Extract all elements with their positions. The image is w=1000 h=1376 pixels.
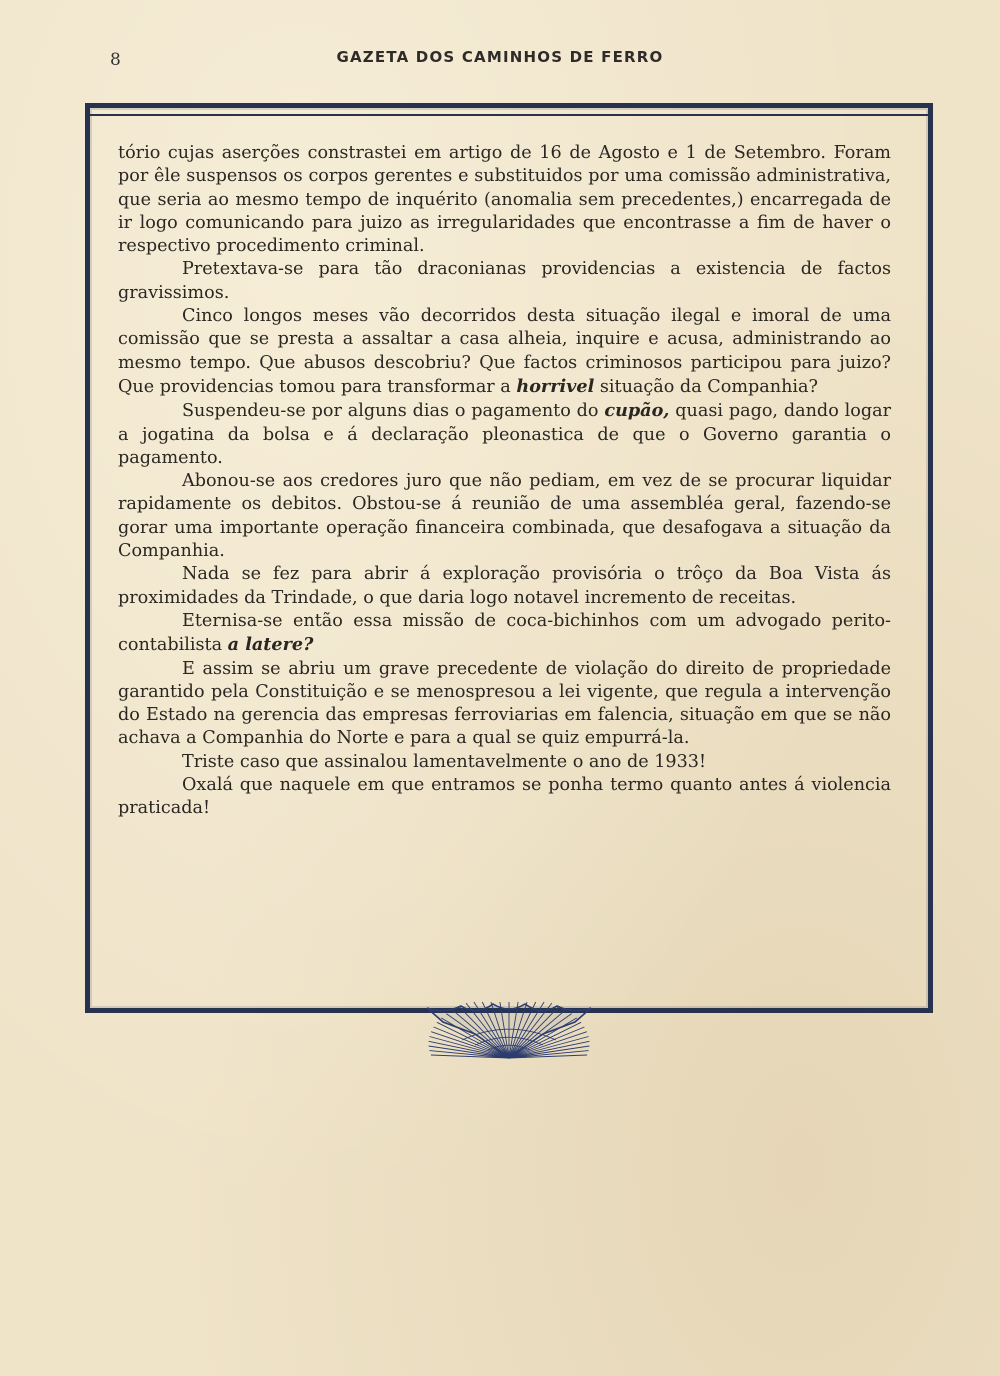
article-paragraph bbox=[118, 610, 891, 658]
page-number: 8 bbox=[110, 50, 121, 70]
article-paragraph bbox=[118, 399, 891, 470]
paragraph-text: Abonou-se aos credores juro que não pediam, em vez de se procurar liquidar rapidamente os debitos. Obstou-se á reunião de uma assembléa geral, fazendo-se gorar uma importante operação financeira combinada, que desafogava a situação da Companhia. bbox=[118, 471, 891, 562]
paragraph-text: Oxalá que naquele em que entramos se ponha termo quanto antes á violencia praticada! bbox=[118, 775, 891, 819]
paragraph-text: Eternisa-se então essa missão de coca-bichinhos com um advogado perito-contabilista bbox=[118, 610, 891, 656]
article-paragraph bbox=[118, 658, 891, 751]
emphasized-word: cupão, bbox=[604, 400, 670, 422]
paragraph-text: situação da Companhia? bbox=[594, 376, 818, 397]
article-paragraph bbox=[118, 305, 891, 399]
article-paragraph bbox=[118, 563, 891, 610]
article-paragraph bbox=[118, 774, 891, 821]
paragraph-text: Suspendeu-se por alguns dias o pagamento do bbox=[182, 401, 605, 422]
paragraph-text: E assim se abriu um grave precedente de violação do direito de propriedade garantido pela Constituição e se menospresou a lei vigente, que regula a intervenção do Estado na gerencia das empresas ferroviarias em falencia, situação em que se não achava a Companhia do Norte e para a qual se quiz empurrá-la. bbox=[118, 658, 891, 749]
article-paragraph bbox=[118, 258, 891, 305]
article-paragraph bbox=[118, 142, 891, 258]
paragraph-text: quasi pago, dando logar a jogatina da bolsa e á declaração pleonastica de que o Governo garantia o pagamento. bbox=[118, 401, 891, 468]
article-paragraph bbox=[118, 470, 891, 563]
paragraph-text: Triste caso que assinalou lamentavelmente o ano de 1933! bbox=[182, 751, 707, 772]
frame-inner-rule bbox=[90, 114, 928, 116]
paragraph-text: Pretextava-se para tão draconianas providencias a existencia de factos gravissimos. bbox=[118, 259, 891, 303]
article-paragraph bbox=[118, 751, 891, 774]
paragraph-text: Cinco longos meses vão decorridos desta situação ilegal e imoral de uma comissão que se presta a assaltar a casa alheia, inquire e acusa, administrando ao mesmo tempo. Que abusos descobriu? Que factos criminosos participou para juizo? Que providencias tomou para transformar a bbox=[118, 306, 891, 397]
emphasized-word: horrivel bbox=[516, 375, 595, 397]
emphasized-word: a latere? bbox=[227, 634, 314, 656]
running-title: GAZETA DOS CAMINHOS DE FERRO bbox=[336, 48, 664, 66]
paragraph-text: Nada se fez para abrir á exploração provisória o trôço da Boa Vista ás proximidades da Trindade, o que daria logo notavel incremento de receitas. bbox=[118, 564, 891, 608]
fan-ornament-icon bbox=[425, 1000, 593, 1064]
article-body bbox=[118, 142, 891, 821]
paragraph-text: tório cujas aserções constrastei em artigo de 16 de Agosto e 1 de Setembro. Foram por êle suspensos os corpos gerentes e substituidos por uma comissão administrativa, que seria ao mesmo tempo de inquérito (anomalia sem precedentes,) encarregada de ir logo comunicando para juizo as irregularidades que encontrasse a fim de haver o respectivo procedimento criminal. bbox=[118, 143, 891, 257]
